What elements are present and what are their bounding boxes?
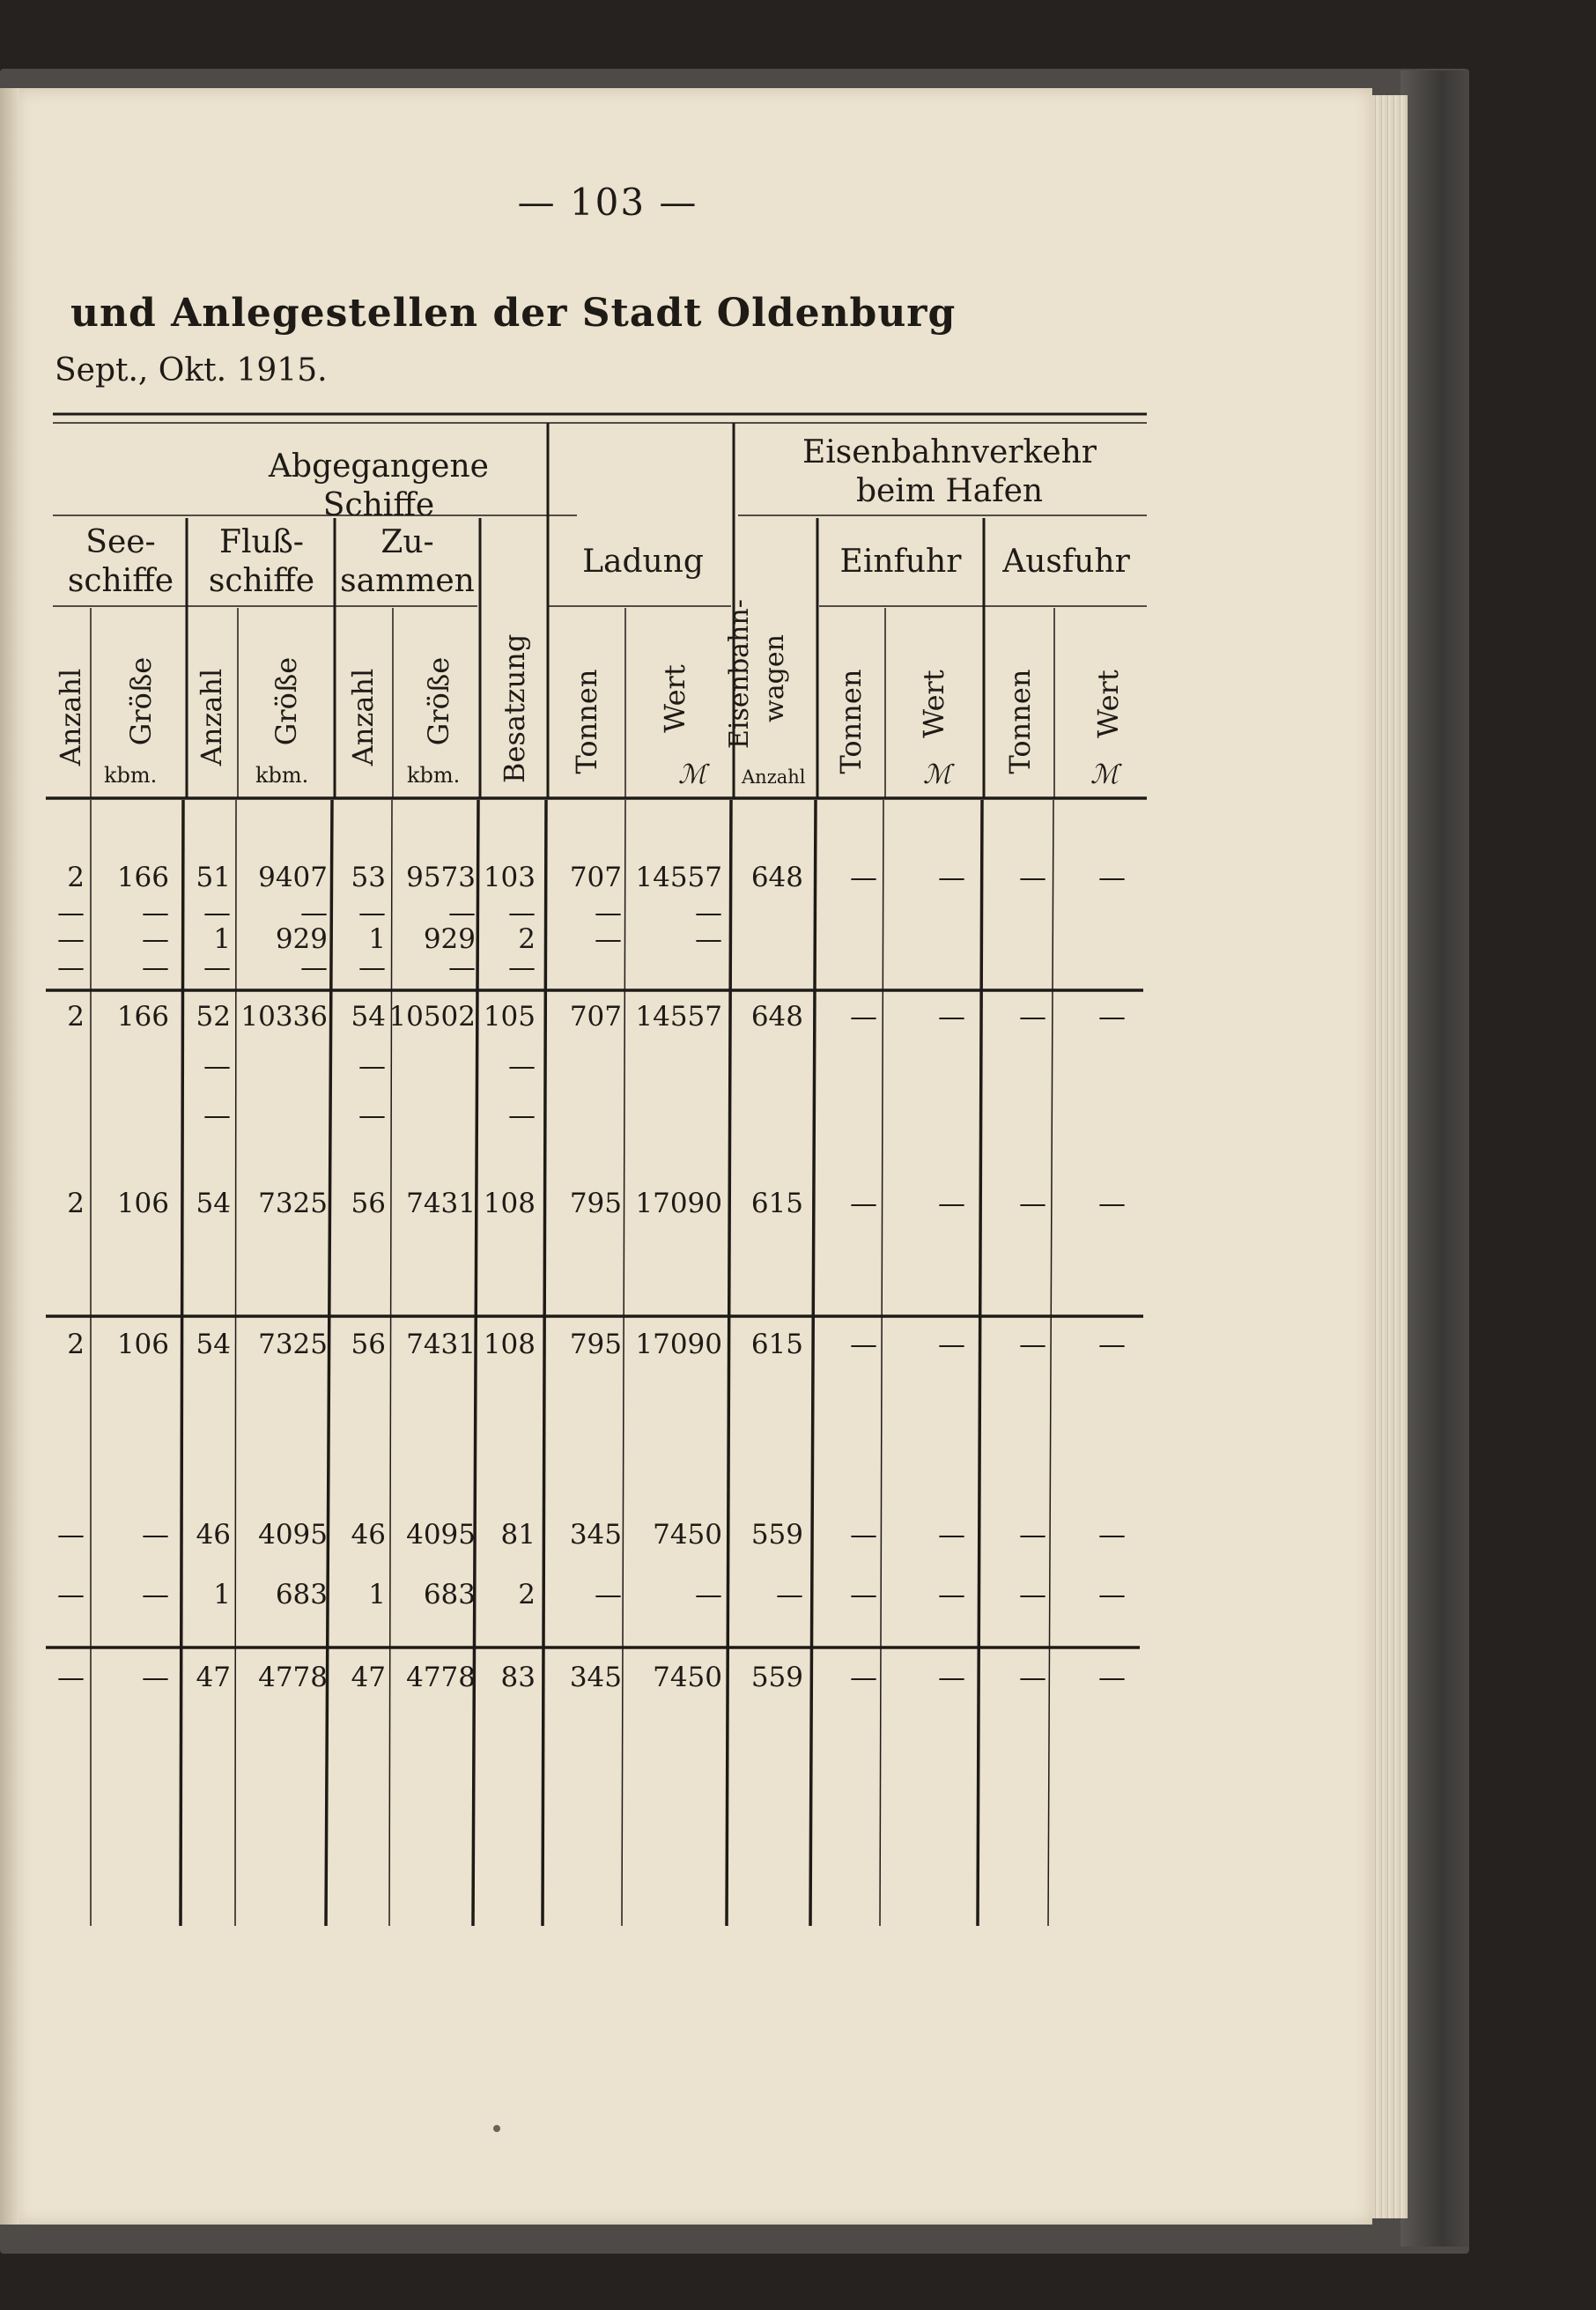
col-header-see-anzahl: Anzahl <box>54 668 87 766</box>
date-subheading: Sept., Okt. 1915. <box>55 352 328 389</box>
table-cell: 166 <box>116 862 169 893</box>
table-cell: — <box>203 1050 231 1082</box>
table-cell: 56 <box>351 1329 386 1360</box>
table-cell: — <box>1098 1519 1126 1551</box>
table-cell: 166 <box>116 1001 169 1033</box>
table-cell: — <box>938 862 965 893</box>
table-cell: 2 <box>67 862 85 893</box>
table-cell: 54 <box>196 1329 231 1360</box>
unit-anzahl: Anzahl <box>742 766 806 788</box>
table-cell: 1 <box>213 923 231 955</box>
header-einfuhr: Einfuhr <box>839 544 962 580</box>
table-cell: 648 <box>750 1001 803 1033</box>
table-cell: — <box>938 1579 965 1610</box>
table-cell: — <box>850 1519 877 1551</box>
table-cell: 81 <box>500 1519 536 1551</box>
table-cell: 7450 <box>653 1519 722 1551</box>
table-cell: 53 <box>351 862 386 893</box>
table-cell: — <box>850 1188 877 1219</box>
table-cell: — <box>142 1662 169 1693</box>
table-cell: — <box>1098 1188 1126 1219</box>
table-cell: 56 <box>351 1188 386 1219</box>
table-cell: — <box>938 1188 965 1219</box>
table-cell: 4095 <box>406 1519 476 1551</box>
table-cell: — <box>1019 862 1046 893</box>
table-cell: — <box>508 1050 536 1082</box>
table-cell: — <box>850 1579 877 1610</box>
table-cell: — <box>57 897 85 929</box>
unit-kbm-see: kbm. <box>104 763 158 788</box>
table-cell: 106 <box>116 1329 169 1360</box>
table-cell: 46 <box>351 1519 386 1551</box>
table-cell: 2 <box>67 1188 85 1219</box>
table-cell: — <box>1098 1662 1126 1693</box>
table-cell: — <box>595 897 622 929</box>
table-cell: — <box>203 897 231 929</box>
table-cell: — <box>57 1579 85 1610</box>
col-header-ausfuhr-wert: Wert <box>1091 670 1125 738</box>
col-header-einfuhr-tonnen: Tonnen <box>834 669 868 774</box>
table-cell: — <box>203 1099 231 1131</box>
table-cell: — <box>142 1519 169 1551</box>
table-cell: — <box>358 1099 386 1131</box>
table-cell: 615 <box>750 1188 803 1219</box>
page-number: — 103 — <box>517 181 698 224</box>
col-header-ausfuhr-tonnen: Tonnen <box>1003 669 1037 774</box>
table-cell: 108 <box>483 1188 536 1219</box>
col-header-fluss-anzahl: Anzahl <box>195 668 228 766</box>
table-cell: — <box>695 897 722 929</box>
table-cell: 615 <box>750 1329 803 1360</box>
table-cell: — <box>1019 1188 1046 1219</box>
header-seeschiffe: See- schiffe <box>67 524 174 599</box>
table-cell: 83 <box>500 1662 536 1693</box>
table-cell: — <box>1019 1329 1046 1360</box>
table-cell: — <box>358 1050 386 1082</box>
table-cell: — <box>850 1329 877 1360</box>
table-cell: — <box>142 1579 169 1610</box>
col-header-see-groesse: Größe <box>124 656 158 746</box>
table-cell: 683 <box>423 1579 476 1610</box>
table-cell: — <box>1098 862 1126 893</box>
table-cell: 7325 <box>258 1188 328 1219</box>
table-cell: 10336 <box>240 1001 328 1033</box>
table-cell: 51 <box>196 862 231 893</box>
table-cell: — <box>695 1579 722 1610</box>
unit-mark-ausfuhr: ℳ <box>1090 759 1119 790</box>
table-cell: — <box>358 951 386 983</box>
table-cell: 795 <box>569 1188 622 1219</box>
table-cell: 683 <box>275 1579 328 1610</box>
table-cell: — <box>300 897 328 929</box>
table-cell: 648 <box>750 862 803 893</box>
table-cell: — <box>508 897 536 929</box>
table-cell: 14557 <box>635 862 722 893</box>
table-cell: — <box>1098 1329 1126 1360</box>
table-cell: 9407 <box>258 862 328 893</box>
table-cell: 105 <box>483 1001 536 1033</box>
table-cell: 103 <box>483 862 536 893</box>
table-cell: 9573 <box>406 862 476 893</box>
table-cell: 106 <box>116 1188 169 1219</box>
header-ladung: Ladung <box>582 544 704 580</box>
table-cell: 7450 <box>653 1662 722 1693</box>
table-cell: — <box>1019 1579 1046 1610</box>
table-cell: 2 <box>518 1579 536 1610</box>
table-cell: 2 <box>67 1329 85 1360</box>
col-header-fluss-groesse: Größe <box>270 656 303 746</box>
table-cell: — <box>1019 1001 1046 1033</box>
table-cell: 14557 <box>635 1001 722 1033</box>
table-cell: — <box>695 923 722 955</box>
table-cell: 707 <box>569 1001 622 1033</box>
table-cell: 929 <box>423 923 476 955</box>
table-cell: — <box>850 1662 877 1693</box>
table-cell: 1 <box>368 1579 386 1610</box>
table-cell: — <box>938 1519 965 1551</box>
table-cell: 10502 <box>388 1001 476 1033</box>
table-cell: 559 <box>750 1519 803 1551</box>
table-cell: 559 <box>750 1662 803 1693</box>
table-cell: 108 <box>483 1329 536 1360</box>
table-cell: — <box>57 951 85 983</box>
table-cell: 46 <box>196 1519 231 1551</box>
header-eisenbahnverkehr: Eisenbahnverkehr beim Hafen <box>802 434 1097 509</box>
table-cell: 4778 <box>258 1662 328 1693</box>
table-cell: 7325 <box>258 1329 328 1360</box>
table-cell: — <box>1098 1001 1126 1033</box>
table-cell: — <box>938 1329 965 1360</box>
table-cell: 7431 <box>406 1188 476 1219</box>
table-cell: — <box>1019 1662 1046 1693</box>
table-cell: — <box>142 897 169 929</box>
col-header-einfuhr-wert: Wert <box>917 670 950 738</box>
table-cell: 47 <box>351 1662 386 1693</box>
table-cell: — <box>1098 1579 1126 1610</box>
col-header-besatzung: Besatzung <box>498 633 531 783</box>
table-cell: 2 <box>518 923 536 955</box>
table-cell: 1 <box>368 923 386 955</box>
table-cell: — <box>142 951 169 983</box>
header-flussschiffe: Fluß- schiffe <box>208 524 315 599</box>
table-cell: — <box>776 1579 803 1610</box>
header-ausfuhr: Ausfuhr <box>1002 544 1130 580</box>
table-cell: — <box>203 951 231 983</box>
table-cell: — <box>300 951 328 983</box>
table-cell: 707 <box>569 862 622 893</box>
table-cell: 345 <box>569 1662 622 1693</box>
table-cell: 4778 <box>406 1662 476 1693</box>
table-cell: — <box>938 1001 965 1033</box>
table-cell: — <box>1019 1519 1046 1551</box>
table-cell: 1 <box>213 1579 231 1610</box>
table-cell: — <box>595 1579 622 1610</box>
table-cell: — <box>57 1519 85 1551</box>
table-cell: 795 <box>569 1329 622 1360</box>
table-cell: 17090 <box>635 1329 722 1360</box>
table-cell: — <box>358 897 386 929</box>
table-cell: — <box>142 923 169 955</box>
table-cell: — <box>448 951 476 983</box>
col-header-ladung-wert: Wert <box>658 664 691 733</box>
unit-kbm-fluss: kbm. <box>255 763 309 788</box>
header-abgegangene-schiffe: Abgegangene Schiffe <box>269 448 489 523</box>
ink-speck <box>493 2125 500 2132</box>
col-header-zus-anzahl: Anzahl <box>346 668 380 766</box>
col-header-eisenbahnwagen: Eisenbahn- wagen <box>724 599 790 749</box>
table-cell: — <box>938 1662 965 1693</box>
header-zusammen: Zu- sammen <box>340 524 475 599</box>
table-cell: 47 <box>196 1662 231 1693</box>
unit-mark-ladung: ℳ <box>678 759 707 790</box>
table-cell: 7431 <box>406 1329 476 1360</box>
table-cell: — <box>508 951 536 983</box>
page-heading: und Anlegestellen der Stadt Oldenburg <box>70 291 957 336</box>
table-cell: 54 <box>351 1001 386 1033</box>
unit-mark-einfuhr: ℳ <box>923 759 952 790</box>
table-cell: — <box>595 923 622 955</box>
table-cell: 345 <box>569 1519 622 1551</box>
table-cell: 17090 <box>635 1188 722 1219</box>
table-cell: — <box>508 1099 536 1131</box>
table-cell: — <box>57 1662 85 1693</box>
table-cell: — <box>850 862 877 893</box>
col-header-ladung-tonnen: Tonnen <box>570 669 603 774</box>
table-cell: — <box>448 897 476 929</box>
table-cell: 929 <box>275 923 328 955</box>
table-cell: 54 <box>196 1188 231 1219</box>
col-header-zus-groesse: Größe <box>422 656 455 746</box>
table-cell: 52 <box>196 1001 231 1033</box>
unit-kbm-zus: kbm. <box>407 763 461 788</box>
table-cell: 4095 <box>258 1519 328 1551</box>
table-cell: — <box>57 923 85 955</box>
table-cell: 2 <box>67 1001 85 1033</box>
table-cell: — <box>850 1001 877 1033</box>
